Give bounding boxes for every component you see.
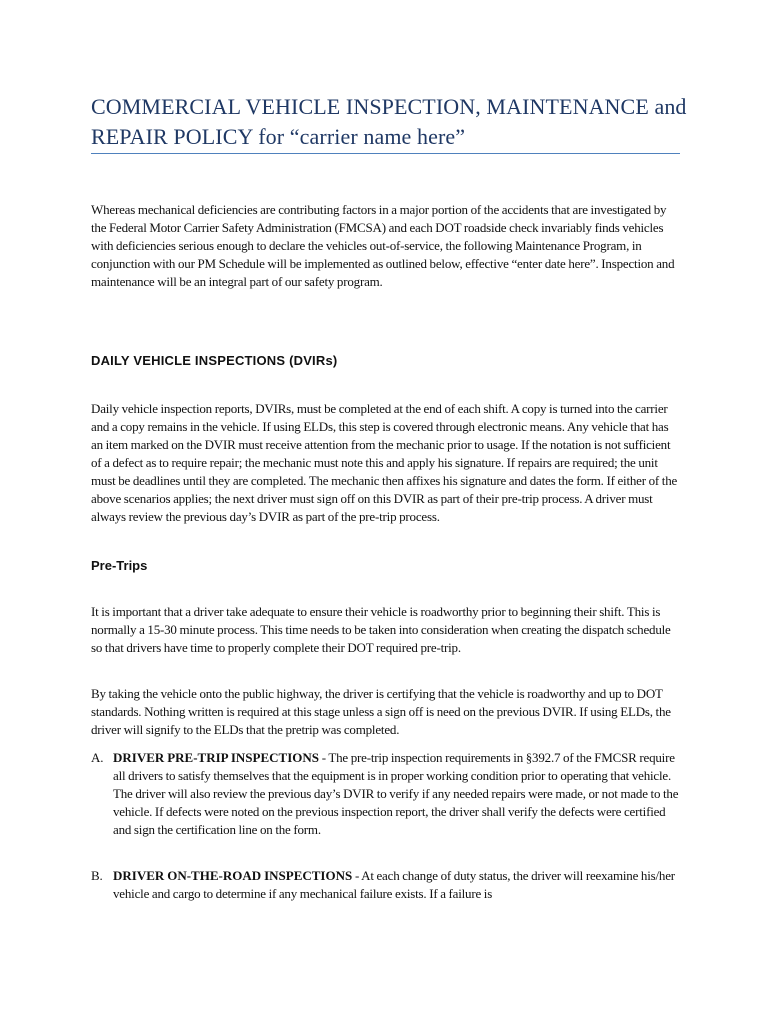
- list-item-body: [113, 867, 681, 903]
- intro-paragraph: Whereas mechanical deficiencies are contributing factors in a major portion of the accidents that are investigated by the Federal Motor Carrier Safety Administration (FMCSA) and each DOT roadside check invariably finds vehicles with deficiencies serious enough to declare the vehicles out-of-service, the following Maintenance Program, in conjunction with our PM Schedule will be implemented as outlined below, effective “enter date here”. Inspection and maintenance will be an integral part of our safety program.: [91, 202, 675, 289]
- list-item-b: [91, 867, 681, 903]
- list-marker: A.: [91, 750, 104, 765]
- list-item-text: - At each change of duty status, the driver will reexamine his/her vehicle and cargo to determine if any mechanical failure exists. If a failure is: [113, 868, 675, 901]
- pretrips-heading: Pre-Trips: [91, 558, 148, 573]
- list-marker: B.: [91, 868, 103, 883]
- pretrips-paragraph-2: By taking the vehicle onto the public highway, the driver is certifying that the vehicle is roadworthy and up to DOT standards. Nothing written is required at this stage unless a sign off is need on the previous DVIR. If using ELDs, the driver will signify to the ELDs that the pretrip was completed.: [91, 686, 671, 737]
- title-divider: [91, 153, 680, 154]
- daily-inspections-heading: DAILY VEHICLE INSPECTIONS (DVIRs): [91, 353, 338, 368]
- list-item-a: [91, 749, 681, 839]
- list-item-text: - The pre-trip inspection requirements in §392.7 of the FMCSR require all drivers to satisfy themselves that the equipment is in proper working condition prior to operating that vehicle. The driver will also review the previous day’s DVIR to verify if any needed repairs were made, or not made to the vehicle. If defects were noted on the previous inspection report, the driver shall verify the defects were certified and sign the certification line on the form.: [113, 750, 679, 837]
- daily-inspections-paragraph: Daily vehicle inspection reports, DVIRs, must be completed at the end of each shift. A copy is turned into the carrier and a copy remains in the vehicle. If using ELDs, this step is covered through electronic means. Any vehicle that has an item marked on the DVIR must receive attention from the mechanic prior to usage. If the notation is not sufficient of a defect as to require repair; the mechanic must note this and apply his signature. If repairs are required; the unit must be deadlines until they are completed. The mechanic then affixes his signature and dates the form. If either of the above scenarios applies; the next driver must sign off on this DVIR as part of their pre-trip process. A driver must always review the previous day’s DVIR as part of the pre-trip process.: [91, 401, 678, 524]
- document-title: COMMERCIAL VEHICLE INSPECTION, MAINTENANCE and REPAIR POLICY for “carrier name here”: [91, 94, 687, 149]
- list-item-lead: DRIVER PRE-TRIP INSPECTIONS: [113, 750, 319, 765]
- list-item-lead: DRIVER ON-THE-ROAD INSPECTIONS: [113, 868, 353, 883]
- pretrips-paragraph-1: It is important that a driver take adequate to ensure their vehicle is roadworthy prior to beginning their shift. This is normally a 15-30 minute process. This time needs to be taken into consideration when creating the dispatch schedule so that drivers have time to properly complete their DOT required pre-trip.: [91, 604, 671, 655]
- list-item-body: [113, 749, 681, 839]
